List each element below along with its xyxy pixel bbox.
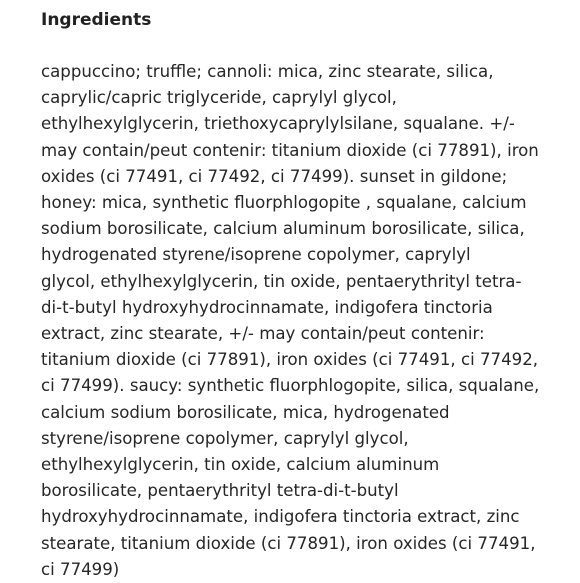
ingredients-line: cappuccino; truffle; cannoli: mica, zinc stearate, silica, (41, 62, 494, 81)
ingredients-line: styrene/isoprene copolymer, caprylyl glycol, (41, 428, 409, 448)
ingredients-line: ci 77499) (41, 559, 120, 579)
ingredients-line: glycol, ethylhexylglycerin, tin oxide, pentaerythrityl tetra- (41, 271, 522, 291)
ingredients-line: calcium sodium borosilicate, mica, hydrogenated (41, 402, 450, 422)
ingredients-line: extract, zinc stearate, +/- may contain/peut contenir: (41, 324, 485, 344)
ingredients-line: oxides (ci 77491, ci 77492, ci 77499). sunset in gildone; (41, 166, 508, 186)
ingredients-line: honey: mica, synthetic fluorphlogopite , squalane, calcium (41, 193, 527, 213)
ingredients-line: may contain/peut contenir: titanium dioxide (ci 77891), iron (41, 140, 539, 160)
ingredients-line: hydrogenated styrene/isoprene copolymer, caprylyl (41, 245, 471, 265)
ingredients-line: titanium dioxide (ci 77891), iron oxides (ci 77491, ci 77492, (41, 350, 539, 370)
ingredients-line: ci 77499). saucy: synthetic fluorphlogopite, silica, squalane, (41, 376, 540, 396)
ingredients-line: borosilicate, pentaerythrityl tetra-di-t-butyl (41, 481, 399, 501)
ingredients-line: ethylhexylglycerin, triethoxycaprylylsilane, squalane. +/- (41, 114, 515, 134)
ingredients-line: di-t-butyl hydroxyhydrocinnamate, indigofera tinctoria (41, 297, 493, 317)
ingredients-line: sodium borosilicate, calcium aluminum borosilicate, silica, (41, 219, 525, 239)
ingredients-heading: Ingredients (41, 10, 152, 30)
ingredients-text (41, 59, 551, 583)
ingredients-line: caprylic/capric triglyceride, caprylyl glycol, (41, 88, 397, 108)
ingredients-line: ethylhexylglycerin, tin oxide, calcium aluminum (41, 455, 440, 475)
ingredients-line: hydroxyhydrocinnamate, indigofera tinctoria extract, zinc (41, 507, 520, 527)
ingredients-line: stearate, titanium dioxide (ci 77891), iron oxides (ci 77491, (41, 533, 536, 553)
